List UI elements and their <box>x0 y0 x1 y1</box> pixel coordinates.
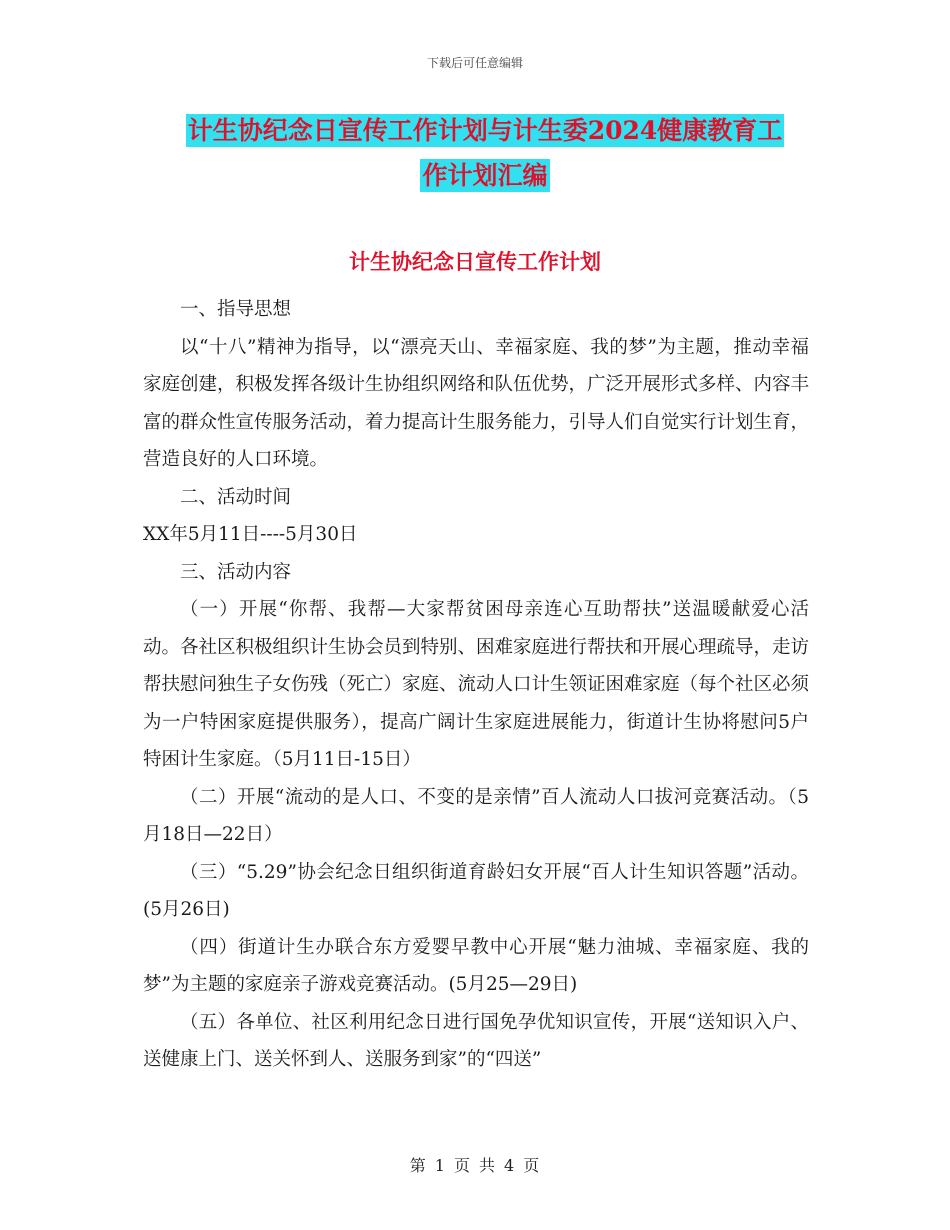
paragraph-item-1: （一）开展“你帮、我帮—大家帮贫困母亲连心互助帮扶”送温暖献爱心活动。各社区积极组织计生协会员到特别、困难家庭进行帮扶和开展心理疏导，走访帮扶慰问独生子女伤残（死亡）家庭、流动人口计生领证困难家庭（每个社区必须为一户特困家庭提供服务），提高广阔计生家庭进展能力，街道计生协将慰问5户特困计生家庭。（5月11日-15日） <box>143 599 810 770</box>
heading-activity-content: 三、活动内容 <box>180 561 292 583</box>
paragraph-guiding-ideology: 以“十八”精神为指导，以“漂亮天山、幸福家庭、我的梦”为主题，推动幸福家庭创建，积极发挥各级计生协组织网络和队伍优势，广泛开展形式多样、内容丰富的群众性宣传服务活动，着力提高计生服务能力，引导人们自觉实行计划生育，营造良好的人口环境。 <box>143 336 810 470</box>
document-body <box>143 291 809 1079</box>
heading-guiding-ideology: 一、指导思想 <box>180 299 292 320</box>
header-note: 下载后可任意编辑 <box>426 56 523 70</box>
footer-suffix: 页 <box>523 1156 541 1175</box>
paragraph-activity-time: XX年5月11日----5月30日 <box>143 524 358 545</box>
footer-page-number: 1 <box>434 1156 446 1175</box>
heading-activity-time: 二、活动时间 <box>180 486 292 508</box>
section-title: 计生协纪念日宣传工作计划 <box>349 249 601 274</box>
paragraph-item-2: （二）开展“流动的是人口、不变的是亲情”百人流动人口拔河竞赛活动。（5月18日—22日） <box>143 786 809 845</box>
paragraph-item-4: （四）街道计生办联合东方爱婴早教中心开展“魅力油城、幸福家庭、我的梦”为主题的家庭亲子游戏竞赛活动。(5月25—29日) <box>143 936 809 995</box>
document-title <box>140 108 830 198</box>
footer-page-word: 页 <box>453 1156 471 1175</box>
page-footer <box>0 1153 950 1176</box>
footer-total-word: 共 <box>479 1156 497 1175</box>
footer-prefix: 第 <box>409 1156 427 1175</box>
document-title-line1: 计生协纪念日宣传工作计划与计生委2024健康教育工 <box>187 116 783 145</box>
paragraph-item-5: （五）各单位、社区利用纪念日进行国免孕优知识宣传，开展“送知识入户、送健康上门、送关怀到人、送服务到家”的“四送” <box>143 1011 809 1070</box>
footer-total-pages: 4 <box>504 1156 516 1175</box>
paragraph-item-3: （三）“5.29”协会纪念日组织街道育龄妇女开展“百人计生知识答题”活动。(5月26日) <box>143 861 809 920</box>
document-title-line2: 作计划汇编 <box>422 161 548 190</box>
